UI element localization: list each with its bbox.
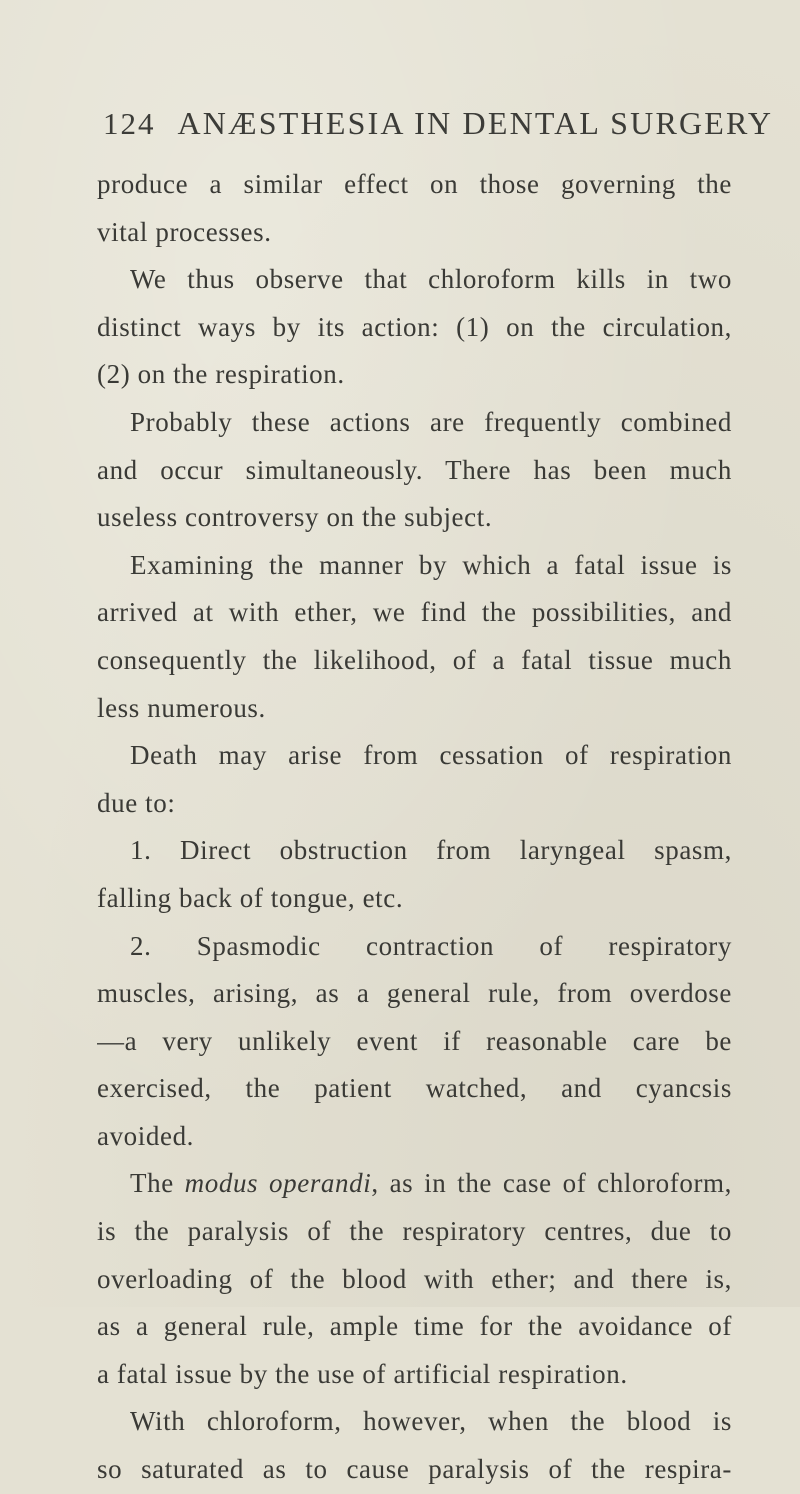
paragraph-start-line: Death may arise from cessation of respiration xyxy=(130,740,732,771)
paragraph-start-line: Examining the manner by which a fatal issue is xyxy=(130,549,732,580)
running-head-title: ANÆSTHESIA IN DENTAL SURGERY xyxy=(177,105,774,141)
text-line: produce a similar effect on those governing the xyxy=(97,169,732,199)
text-line: distinct ways by its action: (1) on the circulation, xyxy=(97,311,732,342)
text-line: as a general rule, ample time for the avoidance of xyxy=(97,1311,732,1342)
text-line: consequently the likelihood, of a fatal tissue much xyxy=(97,644,732,675)
text-line: and occur simultaneously. There has been much xyxy=(97,454,732,485)
italic-phrase: modus operandi xyxy=(184,1168,372,1199)
text-line: overloading of the blood with ether; and there is, xyxy=(97,1263,732,1294)
text-line: exercised, the patient watched, and cyancsis xyxy=(97,1073,732,1104)
text-line: useless controversy on the subject. xyxy=(97,502,493,533)
text-line: falling back of tongue, etc. xyxy=(97,882,404,913)
text-line: arrived at with ether, we find the possibilities, and xyxy=(97,597,732,628)
text-line: due to: xyxy=(97,787,176,818)
text-segment: The xyxy=(130,1168,185,1199)
paragraph-start-line: With chloroform, however, when the blood is xyxy=(130,1406,732,1437)
text-line: avoided. xyxy=(97,1120,195,1151)
text-segment: , as in the case of chloroform, xyxy=(371,1168,732,1199)
text-line: a fatal issue by the use of artificial respiration. xyxy=(97,1358,628,1389)
body-text xyxy=(97,161,732,1494)
text-line: so saturated as to cause paralysis of the respira- xyxy=(97,1454,732,1485)
text-line: —a very unlikely event if reasonable care be xyxy=(97,1025,732,1056)
text-line: less numerous. xyxy=(97,692,266,723)
text-line: is the paralysis of the respiratory centres, due to xyxy=(97,1216,732,1247)
text-line: muscles, arising, as a general rule, from overdose xyxy=(97,978,732,1009)
text-line: vital processes. xyxy=(97,216,272,247)
paragraph-start-line: Probably these actions are frequently combined xyxy=(130,406,732,437)
paragraph-start-line xyxy=(97,1160,732,1208)
list-item-2-line: 2. Spasmodic contraction of respiratory xyxy=(130,930,732,961)
page-number: 124 xyxy=(103,106,156,141)
list-item-1-line: 1. Direct obstruction from laryngeal spasm, xyxy=(130,835,732,866)
text-line: (2) on the respiration. xyxy=(97,359,345,390)
running-head xyxy=(103,105,774,142)
paragraph-start-line: We thus observe that chloroform kills in two xyxy=(130,264,732,295)
